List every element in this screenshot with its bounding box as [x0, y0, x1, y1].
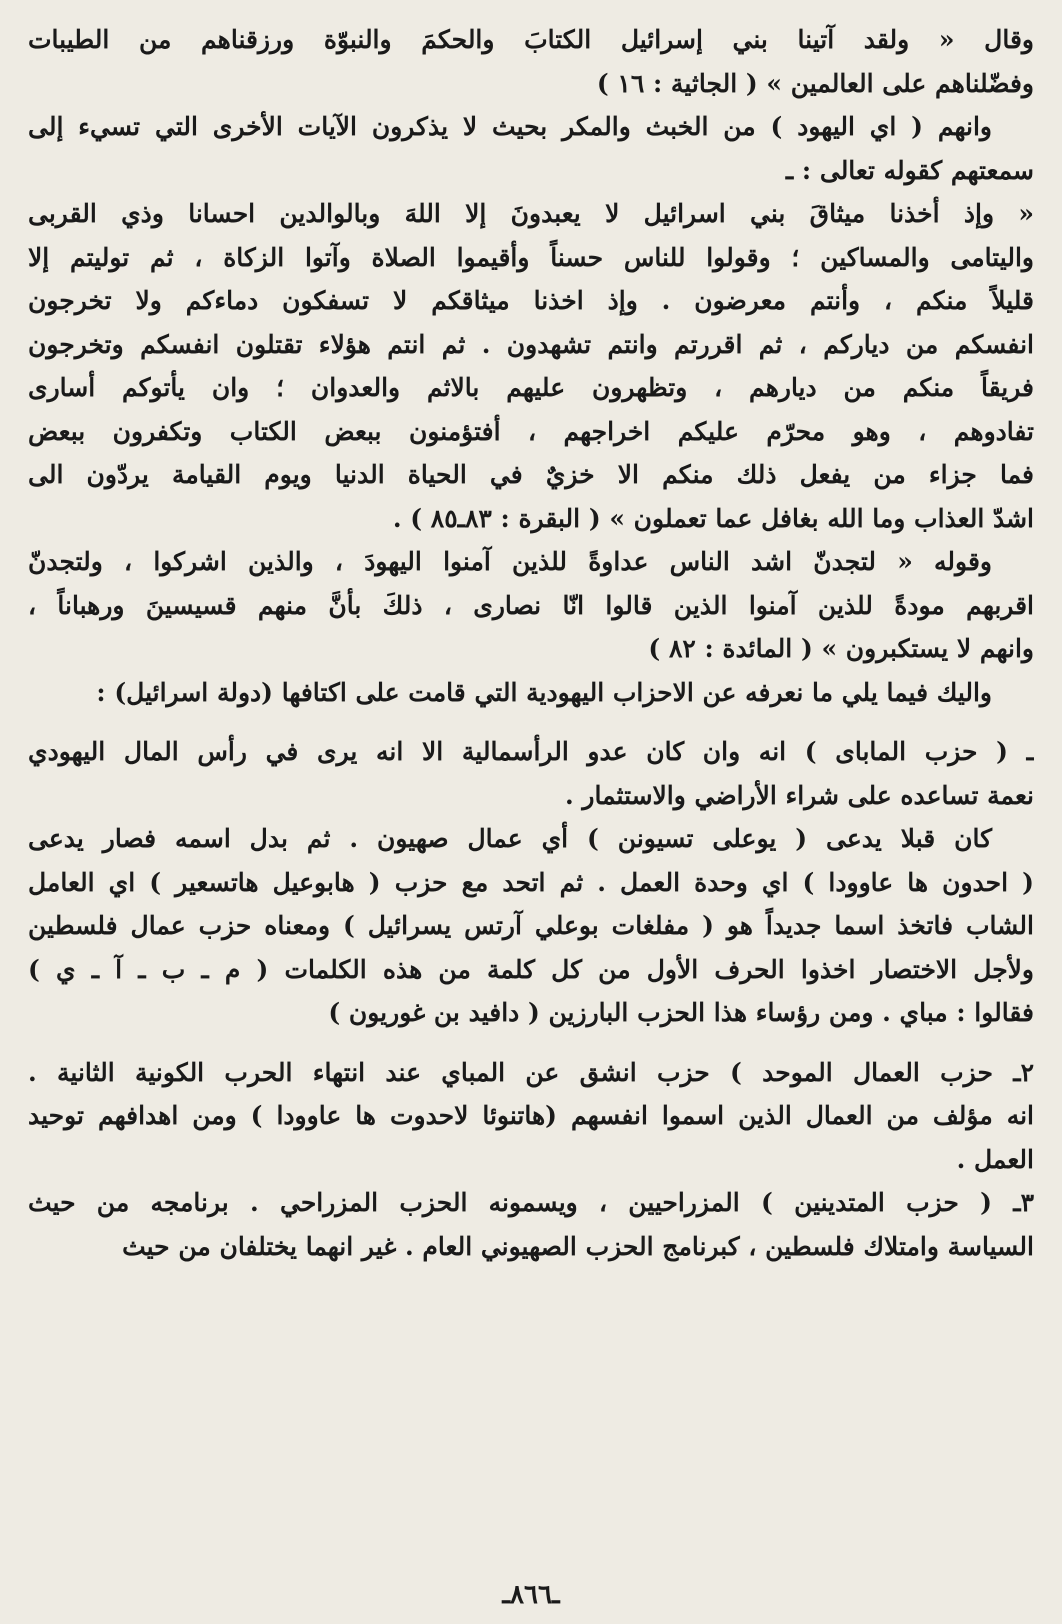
- text-line: انفسكم من دياركم ، ثم اقررتم وانتم تشهدون . ثم انتم هؤلاء تقتلون انفسكم وتخرجون: [28, 329, 1034, 359]
- text-line: فقالوا : مباي . ومن رؤساء هذا الحزب البارزين ( دافيد بن غوريون ): [328, 998, 1034, 1027]
- text-line: وقوله « لتجدنّ اشد الناس عداوةً للذين آمنوا اليهودَ ، والذين اشركوا ، ولتجدنّ: [28, 547, 992, 576]
- page-number: ـ٨٦٦ـ: [502, 1580, 560, 1610]
- paragraph: [28, 105, 1034, 192]
- text-line: تفادوهم ، وهو محرّم عليكم اخراجهم ، أفتؤمنون ببعض الكتاب وتكفرون ببعض: [28, 416, 1034, 446]
- text-line: ولأجل الاختصار اخذوا الحرف الأول من كل كلمة من هذه الكلمات ( م ـ ب ـ آ ـ ي ): [28, 954, 1034, 984]
- text-line: كان قبلا يدعى ( يوعلی تسيونن ) أي عمال صهيون . ثم بدل اسمه فصار يدعى: [28, 824, 992, 853]
- text-line: واليك فيما يلي ما نعرفه عن الاحزاب اليهودية التي قامت على اكتافها (دولة اسرائيل) :: [96, 677, 992, 707]
- page-body: [28, 18, 1034, 1268]
- text-line: الشاب فاتخذ اسما جديداً هو ( مفلغات بوعلي آرتس يسرائيل ) ومعناه حزب عمال فلسطين: [28, 911, 1034, 940]
- text-line: وفضّلناهم على العالمين » ( الجاثية : ١٦ ): [596, 68, 1034, 98]
- text-line: قليلاً منكم ، وأنتم معرضون . وإذ اخذنا ميثاقكم لا تسفكون دماءكم ولا تخرجون: [28, 286, 1034, 315]
- paragraph: [28, 730, 1034, 817]
- text-line: فريقاً منكم من ديارهم ، وتظهرون عليهم بالاثم والعدوان ؛ وان يأتوكم أسارى: [28, 373, 1034, 402]
- text-line: نعمة تساعده على شراء الأراضي والاستثمار .: [564, 780, 1034, 810]
- paragraph: [28, 192, 1034, 540]
- text-line: واليتامى والمساكين ؛ وقولوا للناس حسناً وأقيموا الصلاة وآتوا الزكاة ، ثم توليتم إلا: [28, 242, 1034, 272]
- text-line: السياسة وامتلاك فلسطين ، كبرنامج الحزب الصهيوني العام . غير انهما يختلفان من حيث: [122, 1231, 1034, 1261]
- paragraph-gap: [28, 714, 1034, 730]
- paragraph: [28, 18, 1034, 105]
- text-line: اشدّ العذاب وما الله بغافل عما تعملون » ( البقرة : ٨٣ـ٨٥ ) .: [392, 503, 1034, 533]
- text-line: ـ ( حزب المابای ) انه وان كان عدو الرأسمالية الا انه يرى في رأس المال اليهودي: [28, 737, 1034, 766]
- text-line: ٣ـ ( حزب المتدينين ) المزراحيين ، ويسمونه الحزب المزراحي . برنامجه من حيث: [28, 1188, 1034, 1217]
- paragraph: [28, 1051, 1034, 1182]
- text-line: وقال « ولقد آتينا بني إسرائيل الكتابَ والحكمَ والنبوّة ورزقناهم من الطيبات: [28, 25, 1034, 54]
- paragraph: [28, 671, 1034, 715]
- text-line: اقربهم مودةً للذين آمنوا الذين قالوا انّا نصارى ، ذلكَ بأنَّ منهم قسيسينَ ورهباناً ،: [28, 590, 1034, 620]
- text-line: انه مؤلف من العمال الذين اسموا انفسهم (هاتنوئا لاحدوت ها عاوودا ) ومن اهدافهم توحيد: [28, 1101, 1034, 1130]
- paragraph: [28, 540, 1034, 671]
- paragraph-gap: [28, 1035, 1034, 1051]
- text-line: العمل .: [956, 1144, 1034, 1174]
- text-line: ( احدون ها عاوودا ) اي وحدة العمل . ثم اتحد مع حزب ( هابوعيل هاتسعير ) اي العامل: [28, 867, 1034, 897]
- paragraph: [28, 817, 1034, 1035]
- text-line: فما جزاء من يفعل ذلك منكم الا خزيٌ في الحياة الدنيا ويوم القيامة يردّون الى: [28, 460, 1034, 489]
- text-line: « وإذ أخذنا ميثاقَ بني اسرائيل لا يعبدونَ إلا اللهَ وبالوالدين احسانا وذي القربى: [28, 199, 1034, 228]
- text-line: وانهم لا يستكبرون » ( المائدة : ٨٢ ): [648, 634, 1034, 663]
- paragraph: [28, 1181, 1034, 1268]
- text-line: وانهم ( اي اليهود ) من الخبث والمكر بحيث لا يذكرون الآيات الأخرى التي تسيء إلى: [28, 112, 992, 141]
- text-line: سمعتهم كقوله تعالى : ـ: [785, 155, 1034, 185]
- text-line: ٢ـ حزب العمال الموحد ) حزب انشق عن المباي عند انتهاء الحرب الكونية الثانية .: [28, 1057, 1034, 1087]
